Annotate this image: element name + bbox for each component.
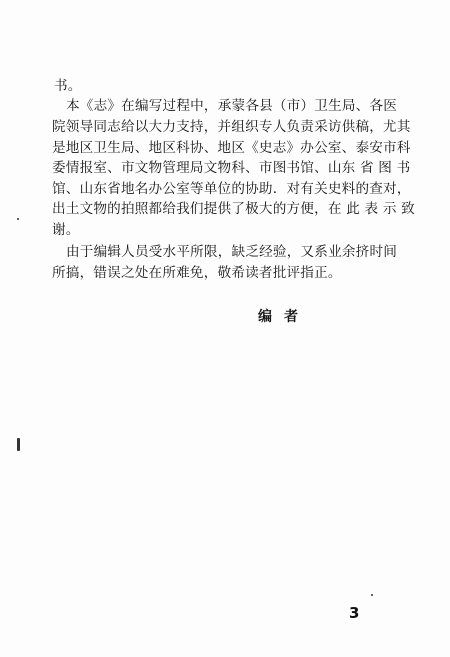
scan-speck	[17, 218, 19, 220]
text-line: 委情报室、市文物管理局文物科、市图书馆、山东 省 图 书	[52, 160, 411, 176]
text-line: 出土文物的拍照都给我们提供了极大的方便，在 此 表 示 致	[52, 201, 415, 217]
text-line: 是地区卫生局、地区科协、地区《史志》办公室、泰安市科	[52, 140, 411, 156]
text-line: 由于编辑人员受水平所限，缺乏经验，又系业余挤时间	[66, 244, 398, 260]
text-line: 谢。	[52, 222, 80, 238]
scan-speck	[17, 438, 20, 451]
text-line: 院领导同志给以大力支持，并组织专人负责采访供稿，尤其	[52, 119, 411, 135]
signature: 编者	[258, 309, 310, 325]
scan-speck	[371, 594, 373, 596]
page-number: 3	[349, 604, 360, 622]
text-line: 馆、山东省地名办公室等单位的协助．对有关史料的查对，	[52, 181, 411, 197]
text-line: 所搞，错误之处在所难免，敬希读者批评指正。	[52, 265, 342, 281]
text-line: 本《志》在编写过程中，承蒙各县（市）卫生局、各医	[66, 98, 398, 114]
text-line: 书。	[54, 78, 82, 94]
